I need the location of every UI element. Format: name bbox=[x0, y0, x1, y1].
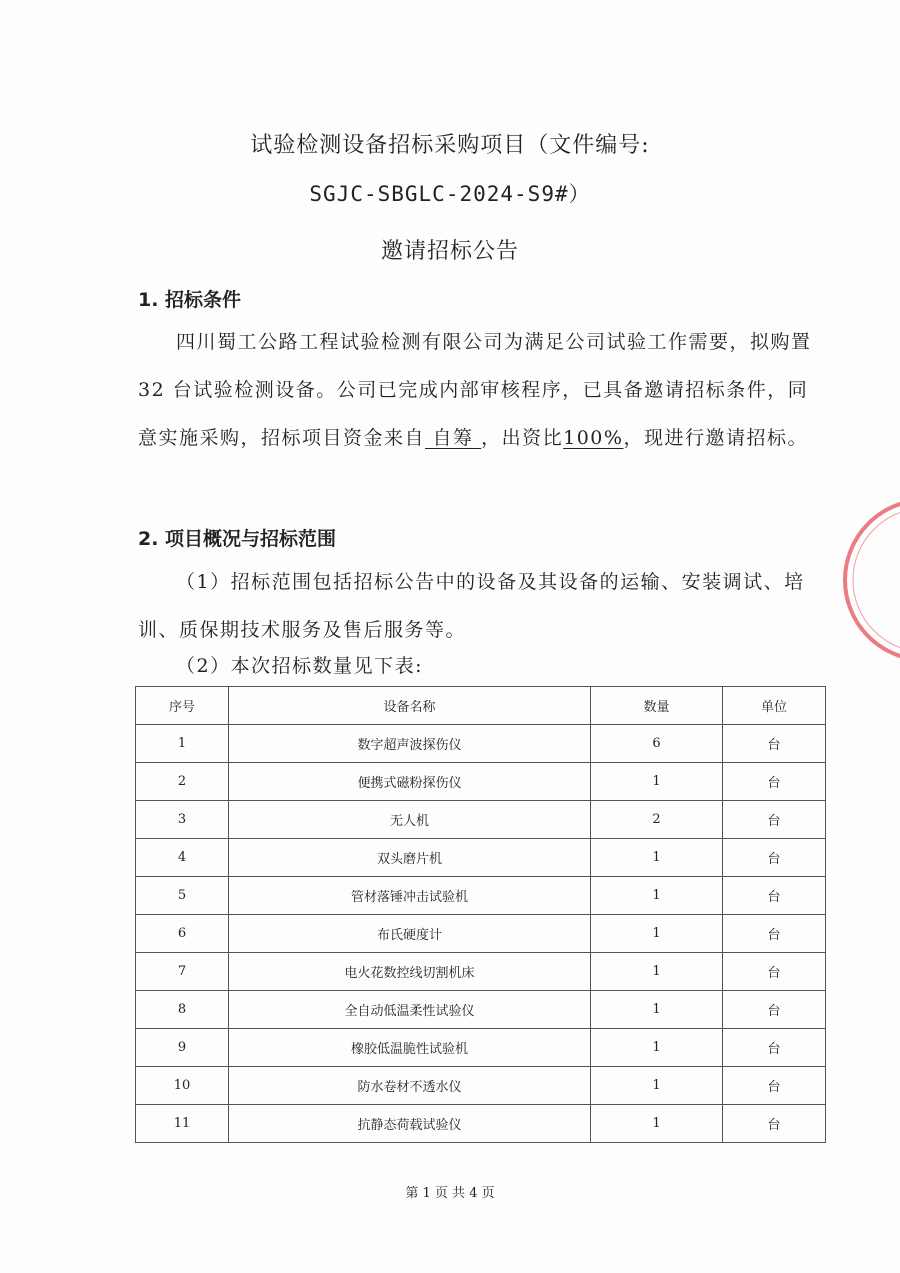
header-quantity: 数量 bbox=[591, 687, 723, 725]
para-text: 四川蜀工公路工程试验检测有限公司为满足公司试验工作需要，拟购置 32 台试验检测设备。公司已完成内部审核程序，已具备邀请招标条件，同意实施采购，招标项目资金来自 bbox=[138, 331, 812, 449]
cell-quantity: 1 bbox=[591, 953, 723, 991]
cell-index: 11 bbox=[136, 1105, 229, 1143]
cell-unit: 台 bbox=[723, 839, 826, 877]
cell-quantity: 1 bbox=[591, 991, 723, 1029]
cell-index: 9 bbox=[136, 1029, 229, 1067]
company-seal bbox=[820, 490, 900, 670]
cell-index: 10 bbox=[136, 1067, 229, 1105]
cell-unit: 台 bbox=[723, 953, 826, 991]
header-index: 序号 bbox=[136, 687, 229, 725]
cell-index: 6 bbox=[136, 915, 229, 953]
cell-quantity: 1 bbox=[591, 915, 723, 953]
funding-ratio: 100% bbox=[563, 427, 624, 449]
header-unit: 单位 bbox=[723, 687, 826, 725]
section2-item2: （2）本次招标数量见下表: bbox=[176, 655, 423, 677]
seal-inner-ring bbox=[853, 508, 900, 652]
cell-unit: 台 bbox=[723, 1067, 826, 1105]
cell-index: 3 bbox=[136, 801, 229, 839]
table-row bbox=[136, 877, 826, 915]
document-title-line1: 试验检测设备招标采购项目（文件编号: bbox=[250, 133, 650, 158]
cell-quantity: 1 bbox=[591, 1105, 723, 1143]
table-row bbox=[136, 801, 826, 839]
cell-name: 布氏硬度计 bbox=[229, 915, 591, 953]
document-subtitle: 邀请招标公告 bbox=[380, 239, 519, 264]
cell-name: 抗静态荷载试验仪 bbox=[229, 1105, 591, 1143]
cell-quantity: 1 bbox=[591, 877, 723, 915]
cell-unit: 台 bbox=[723, 991, 826, 1029]
cell-unit: 台 bbox=[723, 915, 826, 953]
cell-index: 4 bbox=[136, 839, 229, 877]
page-footer: 第 1 页 共 4 页 bbox=[405, 1186, 495, 1201]
para-text: ，出资比 bbox=[481, 427, 564, 449]
cell-name: 防水卷材不透水仪 bbox=[229, 1067, 591, 1105]
cell-index: 8 bbox=[136, 991, 229, 1029]
table-row bbox=[136, 839, 826, 877]
equipment-table bbox=[135, 686, 826, 1143]
table-row bbox=[136, 991, 826, 1029]
cell-index: 1 bbox=[136, 725, 229, 763]
cell-name: 全自动低温柔性试验仪 bbox=[229, 991, 591, 1029]
cell-quantity: 1 bbox=[591, 763, 723, 801]
cell-index: 7 bbox=[136, 953, 229, 991]
cell-unit: 台 bbox=[723, 1029, 826, 1067]
cell-unit: 台 bbox=[723, 801, 826, 839]
cell-name: 橡胶低温脆性试验机 bbox=[229, 1029, 591, 1067]
section2-item1: （1）招标范围包括招标公告中的设备及其设备的运输、安装调试、培训、质保期技术服务及售后服务等。 bbox=[138, 571, 805, 641]
table-row bbox=[136, 725, 826, 763]
cell-index: 2 bbox=[136, 763, 229, 801]
table-row bbox=[136, 1029, 826, 1067]
cell-quantity: 1 bbox=[591, 839, 723, 877]
table-row bbox=[136, 1067, 826, 1105]
document-number: SGJC-SBGLC-2024-S9#） bbox=[309, 182, 591, 206]
cell-quantity: 1 bbox=[591, 1029, 723, 1067]
section2-heading: 2. 项目概况与招标范围 bbox=[138, 528, 337, 550]
table-row bbox=[136, 915, 826, 953]
cell-name: 电火花数控线切割机床 bbox=[229, 953, 591, 991]
cell-quantity: 2 bbox=[591, 801, 723, 839]
cell-name: 双头磨片机 bbox=[229, 839, 591, 877]
cell-index: 5 bbox=[136, 877, 229, 915]
cell-unit: 台 bbox=[723, 763, 826, 801]
para-text: ，现进行邀请招标。 bbox=[623, 427, 808, 449]
cell-name: 数字超声波探伤仪 bbox=[229, 725, 591, 763]
header-name: 设备名称 bbox=[229, 687, 591, 725]
cell-unit: 台 bbox=[723, 877, 826, 915]
cell-quantity: 1 bbox=[591, 1067, 723, 1105]
cell-name: 无人机 bbox=[229, 801, 591, 839]
cell-name: 管材落锤冲击试验机 bbox=[229, 877, 591, 915]
cell-unit: 台 bbox=[723, 725, 826, 763]
funding-source: 自筹 bbox=[425, 427, 482, 449]
cell-quantity: 6 bbox=[591, 725, 723, 763]
table-header-row bbox=[136, 687, 826, 725]
table-row bbox=[136, 953, 826, 991]
cell-name: 便携式磁粉探伤仪 bbox=[229, 763, 591, 801]
table-row bbox=[136, 763, 826, 801]
cell-unit: 台 bbox=[723, 1105, 826, 1143]
section1-paragraph bbox=[138, 318, 828, 462]
section1-heading: 1. 招标条件 bbox=[138, 289, 242, 311]
table-row bbox=[136, 1105, 826, 1143]
